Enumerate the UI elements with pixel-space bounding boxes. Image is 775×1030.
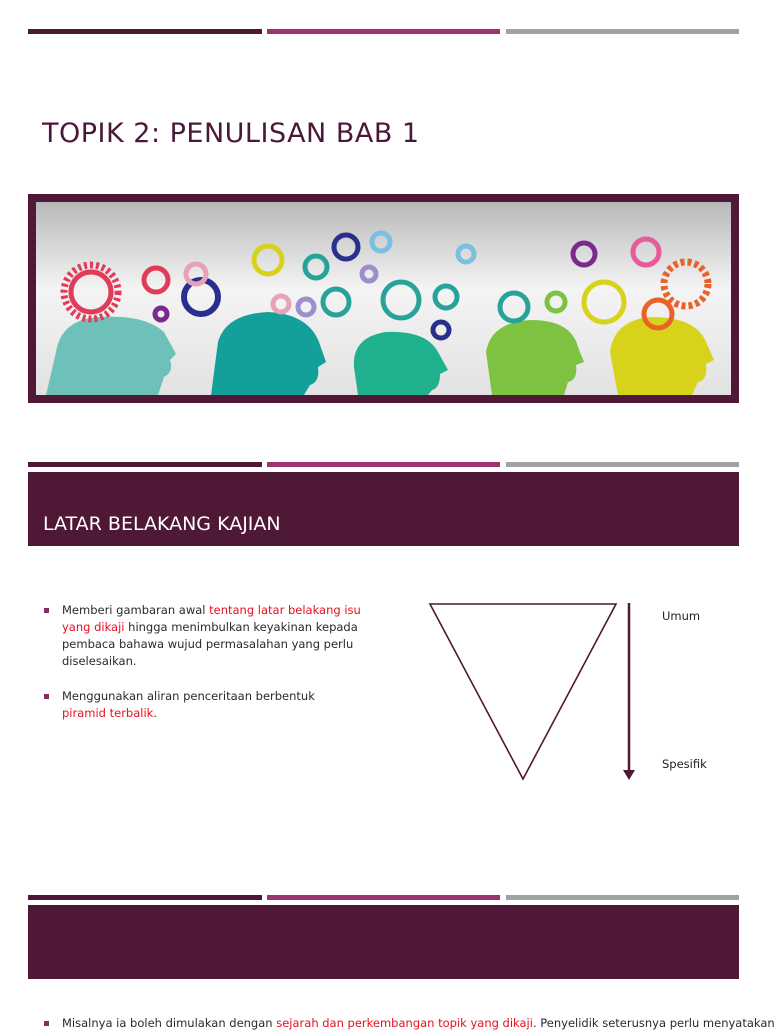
divider-bar-gray — [506, 895, 739, 900]
bullet-item: Menggunakan aliran penceritaan berbentuk piramid terbalik. — [42, 688, 362, 722]
divider-bar-dark — [28, 462, 262, 467]
top-bar-gray — [506, 29, 739, 34]
bullet-item: Memberi gambaran awal tentang latar belakang isu yang dikaji hingga menimbulkan keyakinan kepada pembaca bahawa wujud permasalahan yang perlu diselesaikan. — [42, 602, 362, 670]
slide-2-bullets — [42, 602, 362, 740]
arrow-down-icon — [623, 770, 635, 780]
bullet-square-icon — [44, 1021, 49, 1026]
bullet-square-icon — [44, 694, 49, 699]
bullet-square-icon — [44, 608, 49, 613]
label-spesifik: Spesifik — [662, 757, 707, 771]
top-bar-dark — [28, 29, 262, 34]
slide-2-title: LATAR BELAKANG KAJIAN — [43, 513, 281, 535]
slide-2-title-banner — [28, 472, 739, 546]
gears-heads-image — [28, 194, 739, 403]
slide-3-title-banner — [28, 905, 739, 979]
inverted-pyramid-diagram — [420, 595, 650, 790]
top-bar-magenta — [267, 29, 500, 34]
slide-1-title: TOPIK 2: PENULISAN BAB 1 — [42, 118, 420, 149]
slide-3-bullet-partial: Misalnya ia boleh dimulakan dengan sejarah dan perkembangan topik yang dikaji. Penyelidik seterusnya perlu menyatakan — [42, 1017, 732, 1024]
divider-bar-magenta — [267, 895, 500, 900]
divider-bar-magenta — [267, 462, 500, 467]
inverted-triangle — [430, 604, 616, 779]
divider-bar-gray — [506, 462, 739, 467]
divider-bar-dark — [28, 895, 262, 900]
label-umum: Umum — [662, 609, 701, 623]
